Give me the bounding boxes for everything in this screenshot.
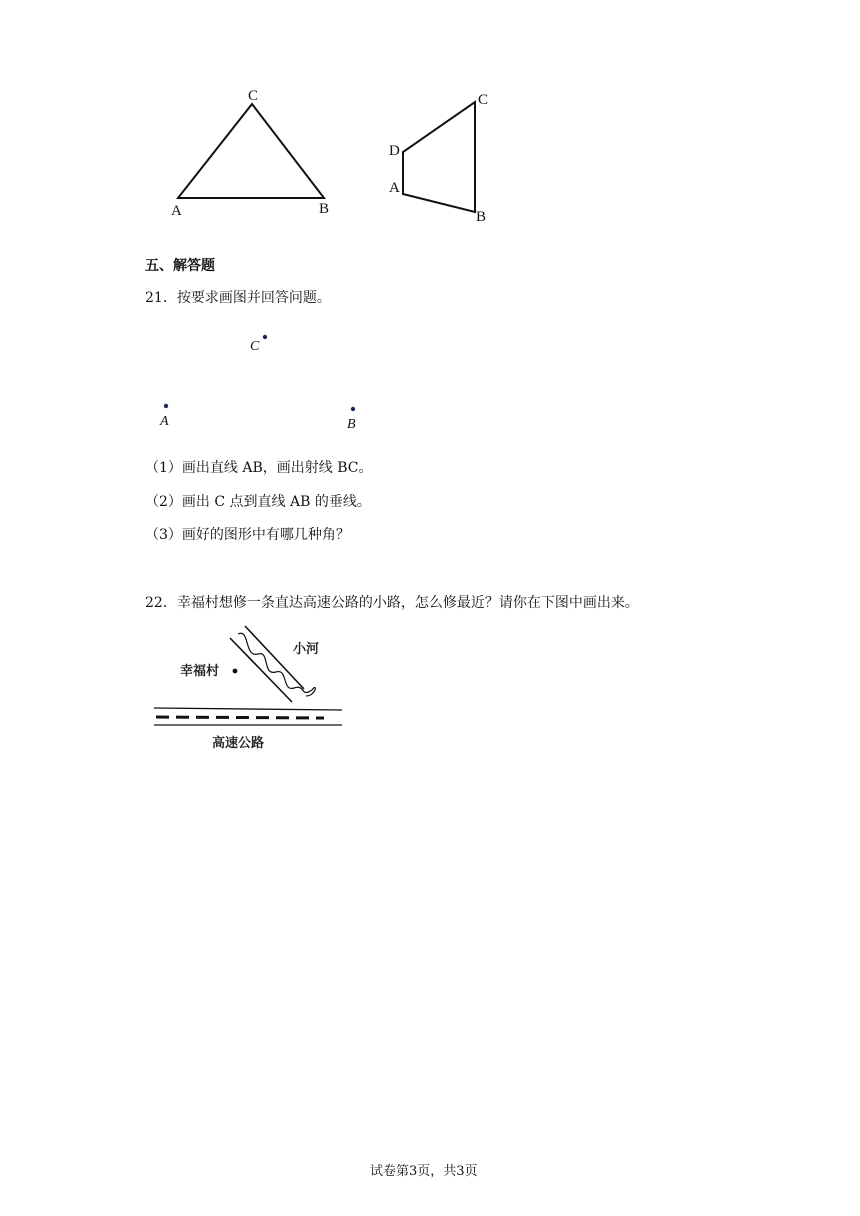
quad-label-d: D	[389, 143, 400, 159]
village-point	[233, 669, 238, 674]
quadrilateral-abcd	[403, 102, 475, 212]
quad-label-c: C	[478, 92, 489, 108]
question-21-sub-3: （3）画好的图形中有哪几种角？	[145, 527, 350, 543]
q21-points-figure	[0, 320, 860, 440]
triangle-label-c: C	[248, 88, 259, 104]
question-21-sub-1: （1）画出直线 AB，画出射线 BC。	[145, 460, 373, 476]
question-21-sub-2: （2）画出 C 点到直线 AB 的垂线。	[145, 494, 371, 510]
point-c-label: C	[250, 339, 260, 354]
q22-map-figure	[0, 620, 860, 760]
page-footer: 试卷第3页，共3页	[370, 1164, 478, 1179]
highway-edge-top	[154, 708, 342, 710]
highway-label: 高速公路	[212, 736, 265, 751]
top-figure	[0, 0, 860, 240]
point-a-dot	[164, 404, 168, 408]
question-21-text: 21．按要求画图并回答问题。	[145, 290, 331, 306]
triangle-abc	[178, 104, 324, 198]
highway-center-line	[156, 717, 324, 718]
section-title: 五、解答题	[145, 258, 215, 274]
point-b-label: B	[347, 417, 356, 432]
triangle-label-b: B	[319, 201, 330, 217]
river	[230, 626, 315, 702]
river-label: 小河	[293, 642, 320, 657]
question-22-text: 22．幸福村想修一条直达高速公路的小路，怎么修最近？请你在下图中画出来。	[145, 595, 639, 611]
point-c-dot	[263, 335, 267, 339]
village-label: 幸福村	[180, 664, 220, 679]
triangle-label-a: A	[171, 203, 182, 219]
quad-label-a: A	[389, 180, 400, 196]
quad-label-b: B	[476, 209, 487, 225]
point-a-label: A	[160, 414, 169, 429]
point-b-dot	[351, 407, 355, 411]
